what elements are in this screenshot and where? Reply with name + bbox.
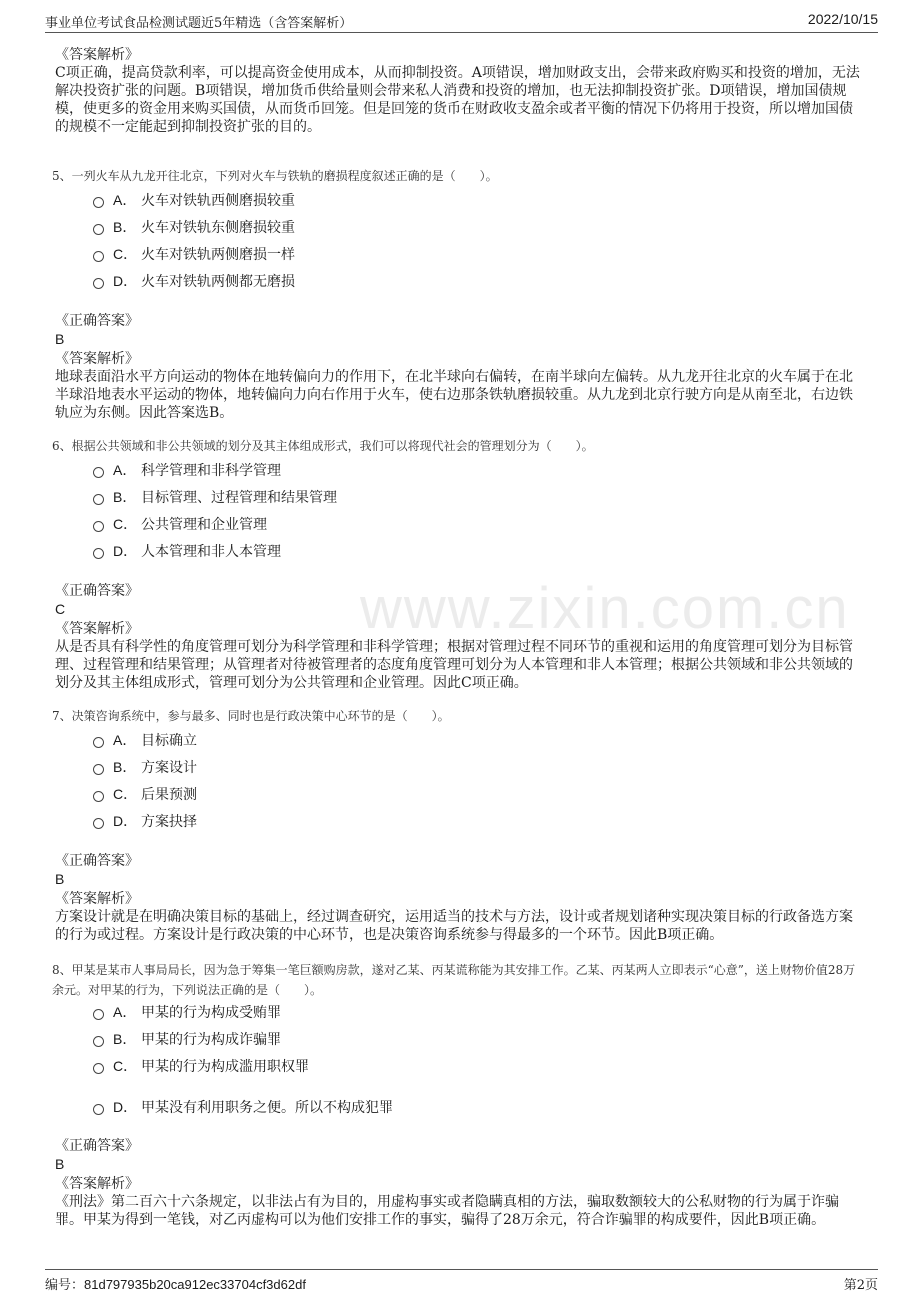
- analysis-label: 《答案解析》: [55, 891, 139, 907]
- radio-icon[interactable]: [93, 494, 104, 505]
- watermark: www.zixin.com.cn: [360, 576, 850, 641]
- option-d[interactable]: D． 方案抉择: [93, 811, 197, 831]
- radio-icon[interactable]: [93, 278, 104, 289]
- option-c[interactable]: C． 甲某的行为构成滥用职权罪: [93, 1056, 309, 1076]
- intro-analysis-text: C项正确，提高贷款利率，可以提高资金使用成本，从而抑制投资。A项错误，增加财政支出，会带来政府购买和投资的增加，无法解决投资扩张的问题。B项错误，增加货币供给量则会带来私人消费和投资的增加，也无法抑制投资扩张。D项错误，增加国债规模，使更多的资金用来购买国债，从而货币回笼。但是回笼的货币在财政收支盈余或者平衡的情况下仍将用于投资，所以增加国债的规模不一定能起到抑制投资扩张的目的。: [55, 65, 860, 135]
- question-stem: 7、决策咨询系统中，参与最多、同时也是行政决策中心环节的是（ ）。: [52, 709, 450, 723]
- radio-icon[interactable]: [93, 791, 104, 802]
- question-stem: 6、根据公共领域和非公共领域的划分及其主体组成形式，我们可以将现代社会的管理划分为（ ）。: [52, 439, 594, 453]
- option-b[interactable]: B． 甲某的行为构成诈骗罪: [93, 1029, 281, 1049]
- option-d[interactable]: D． 甲某没有利用职务之便。所以不构成犯罪: [93, 1097, 393, 1117]
- page-header: [45, 12, 878, 33]
- answer-value: B: [55, 331, 65, 347]
- radio-icon[interactable]: [93, 197, 104, 208]
- answer-label: 《正确答案》: [55, 1138, 139, 1154]
- answer-value: B: [55, 871, 65, 887]
- intro-analysis-label: 《答案解析》: [55, 47, 139, 63]
- option-c[interactable]: C． 后果预测: [93, 784, 197, 804]
- question-stem: 5、一列火车从九龙开往北京，下列对火车与铁轨的磨损程度叙述正确的是（ ）。: [52, 169, 498, 183]
- radio-icon[interactable]: [93, 521, 104, 532]
- analysis-text: 方案设计就是在明确决策目标的基础上，经过调查研究，运用适当的技术与方法，设计或者规划诸种实现决策目标的行政备选方案的行为或过程。方案设计是行政决策的中心环节，也是决策咨询系统参与得最多的一个环节。因此B项正确。: [55, 909, 853, 943]
- radio-icon[interactable]: [93, 737, 104, 748]
- page-number: 第2页: [843, 1278, 878, 1293]
- answer-value: B: [55, 1156, 65, 1172]
- option-a[interactable]: A． 目标确立: [93, 730, 197, 750]
- option-a[interactable]: A． 火车对铁轨西侧磨损较重: [93, 190, 295, 210]
- analysis-text: 《刑法》第二百六十六条规定，以非法占有为目的，用虚构事实或者隐瞒真相的方法，骗取数额较大的公私财物的行为属于诈骗罪。甲某为得到一笔钱，对乙丙虚构可以为他们安排工作的事实，骗得了28万余元，符合诈骗罪的构成要件，因此B项正确。: [55, 1194, 839, 1228]
- option-d[interactable]: D． 人本管理和非人本管理: [93, 541, 281, 561]
- radio-icon[interactable]: [93, 1009, 104, 1020]
- radio-icon[interactable]: [93, 251, 104, 262]
- analysis-text: 从是否具有科学性的角度管理可划分为科学管理和非科学管理；根据对管理过程不同环节的重视和运用的角度管理可划分为目标管理、过程管理和结果管理；从管理者对待被管理者的态度角度管理可划分为人本管理和非人本管理；根据公共领域和非公共领域的划分及其主体组成形式，管理可划分为公共管理和企业管理。因此C项正确。: [55, 639, 853, 691]
- radio-icon[interactable]: [93, 764, 104, 775]
- radio-icon[interactable]: [93, 1036, 104, 1047]
- document-code: 编号：81d797935b20ca912ec33704cf3d62df: [45, 1277, 306, 1292]
- option-b[interactable]: B． 火车对铁轨东侧磨损较重: [93, 217, 295, 237]
- option-a[interactable]: A． 科学管理和非科学管理: [93, 460, 281, 480]
- option-b[interactable]: B． 方案设计: [93, 757, 197, 777]
- analysis-label: 《答案解析》: [55, 1176, 139, 1192]
- answer-label: 《正确答案》: [55, 313, 139, 329]
- radio-icon[interactable]: [93, 548, 104, 559]
- option-b[interactable]: B． 目标管理、过程管理和结果管理: [93, 487, 337, 507]
- radio-icon[interactable]: [93, 224, 104, 235]
- analysis-label: 《答案解析》: [55, 351, 139, 367]
- answer-value: C: [55, 601, 66, 617]
- answer-label: 《正确答案》: [55, 853, 139, 869]
- analysis-text: 地球表面沿水平方向运动的物体在地转偏向力的作用下，在北半球向右偏转，在南半球向左偏转。从九龙开往北京的火车属于在北半球沿地表水平运动的物体，地转偏向力向右作用于火车，使右边那条铁轨磨损较重。从九龙到北京行驶方向是从南至北，右边铁轨应为东侧。因此答案选B。: [55, 369, 853, 421]
- radio-icon[interactable]: [93, 1063, 104, 1074]
- document-title: 事业单位考试食品检测试题近5年精选（含答案解析）: [45, 16, 353, 31]
- option-c[interactable]: C． 公共管理和企业管理: [93, 514, 267, 534]
- document-date: 2022/10/15: [807, 11, 878, 27]
- radio-icon[interactable]: [93, 818, 104, 829]
- radio-icon[interactable]: [93, 467, 104, 478]
- option-a[interactable]: A． 甲某的行为构成受贿罪: [93, 1002, 281, 1022]
- radio-icon[interactable]: [93, 1104, 104, 1115]
- analysis-label: 《答案解析》: [55, 621, 139, 637]
- question-stem: 8、甲某是某市人事局局长，因为急于筹集一笔巨额购房款，遂对乙某、丙某谎称能为其安排工作。乙某、丙某两人立即表示“心意”，送上财物价值28万余元。对甲某的行为，下列说法正确的是（ ）。: [52, 963, 856, 997]
- option-c[interactable]: C． 火车对铁轨两侧磨损一样: [93, 244, 295, 264]
- page-footer: [45, 1269, 878, 1292]
- answer-label: 《正确答案》: [55, 583, 139, 599]
- option-d[interactable]: D． 火车对铁轨两侧都无磨损: [93, 271, 295, 291]
